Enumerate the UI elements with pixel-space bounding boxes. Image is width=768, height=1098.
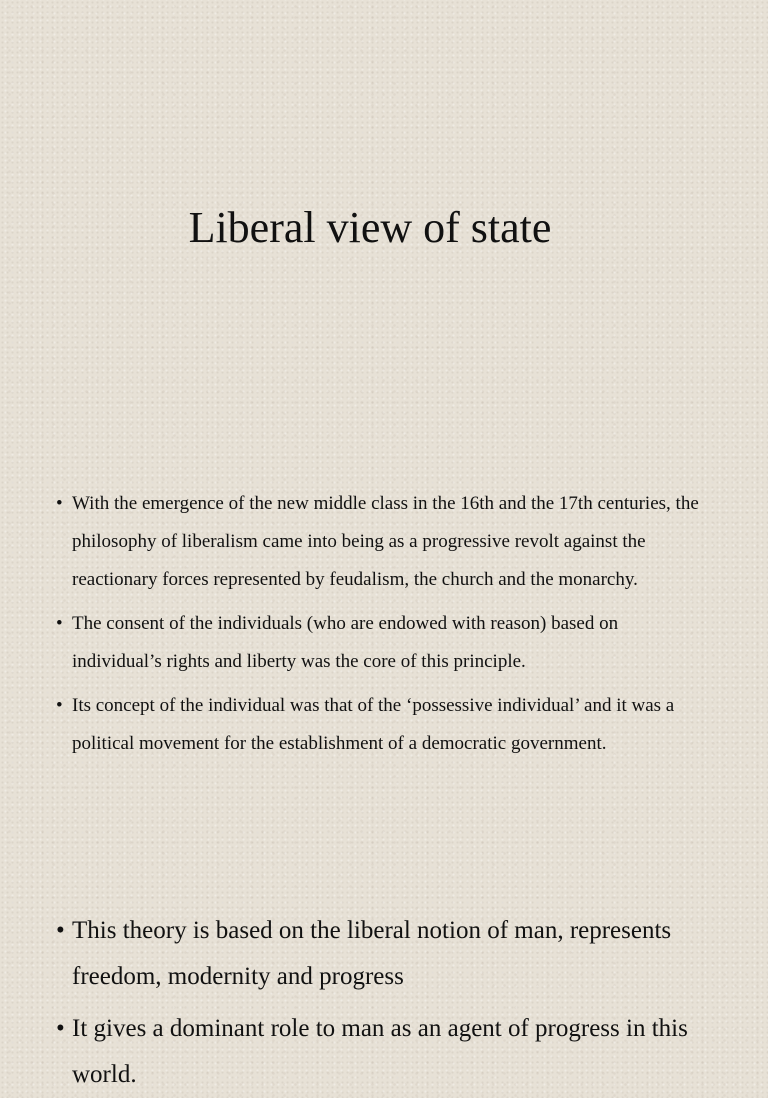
bullet-text: It gives a dominant role to man as an agent of progress in this world.	[72, 1015, 688, 1088]
bullet-text: The consent of the individuals (who are endowed with reason) based on individual’s rights and liberty was the core of this principle.	[72, 613, 619, 672]
bullet-icon: •	[56, 695, 63, 716]
list-item	[56, 908, 706, 1000]
bullet-text: Its concept of the individual was that of the ‘possessive individual’ and it was a political movement for the establishment of a democratic government.	[72, 695, 675, 754]
bullet-icon: •	[56, 613, 63, 634]
bullet-text: This theory is based on the liberal notion of man, represents freedom, modernity and progress	[72, 917, 672, 990]
primary-bullet-list	[56, 485, 706, 763]
slide-title: Liberal view of state	[188, 203, 552, 252]
list-item	[56, 485, 706, 599]
secondary-bullet-list	[56, 908, 706, 1098]
list-item	[56, 605, 706, 681]
bullet-icon: •	[56, 1015, 65, 1042]
list-item	[56, 1006, 706, 1098]
bullet-text: With the emergence of the new middle class in the 16th and the 17th centuries, the philosophy of liberalism came into being as a progressive revolt against the reactionary forces represented by feudalism, the church and the monarchy.	[72, 493, 699, 590]
list-item	[56, 687, 706, 763]
bullet-icon: •	[56, 493, 63, 514]
bullet-icon: •	[56, 917, 65, 944]
